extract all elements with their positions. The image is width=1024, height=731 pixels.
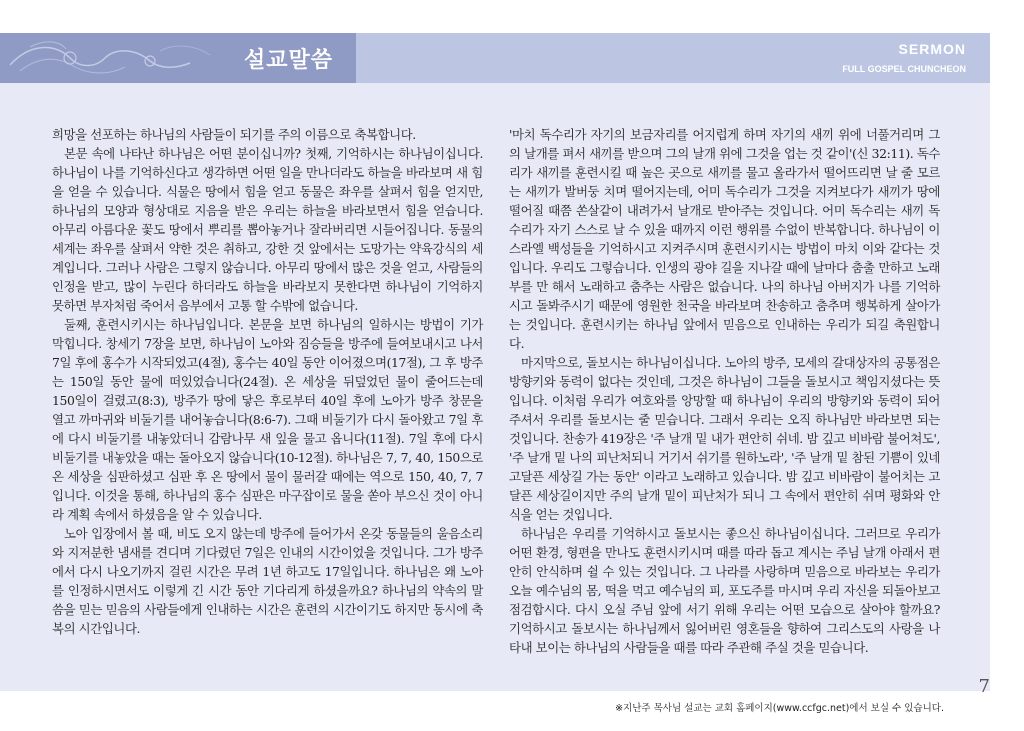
right-text-column bbox=[509, 125, 940, 657]
left-text-column bbox=[52, 125, 483, 638]
paragraph: 본문 속에 나타난 하나님은 어떤 분이십니까? 첫째, 기억하시는 하나님이십니다. 하나님이 나를 기억하신다고 생각하면 어떤 일을 만나더라도 하늘을 바라보며 새 힘을 얻을 수 있습니다. 식물은 땅에서 힘을 얻고 동물은 좌우를 살펴서 힘을 얻지만, 하나님의 모양과 형상대로 지음을 받은 우리는 하늘을 바라보면서 힘을 얻습니다. 아무리 아름다운 꽃도 땅에서 뿌리를 뽑아놓거나 잘라버리면 시들어집니다. 동물의 세계는 좌우를 살펴서 약한 것은 취하고, 강한 것 앞에서는 도망가는 약육강식의 세계입니다. 그러나 사람은 그렇지 않습니다. 아무리 땅에서 많은 것을 얻고, 사람들의 인정을 받고, 많이 누린다 하더라도 하늘을 바라보지 못한다면 하나님이 기억하지 못하면 부자처럼 죽어서 음부에서 고통 할 수밖에 없습니다. bbox=[52, 146, 483, 313]
sermon-label: SERMON bbox=[898, 41, 966, 57]
page-number: 7 bbox=[978, 676, 990, 697]
paragraph: 둘째, 훈련시키시는 하나님입니다. 본문을 보면 하나님의 일하시는 방법이 기가 막힙니다. 창세기 7장을 보면, 하나님이 노아와 짐승들을 방주에 들여보내시고 나서 7일 후에 홍수가 시작되었고(4절), 홍수는 40일 동안 이어졌으며(17절), 그 후 방주는 150일 동안 물에 떠있었습니다(24절). 온 세상을 뒤덮었던 물이 줄어드는데 150일이 걸렸고(8:3), 방주가 땅에 닿은 후로부터 40일 후에 노아가 방주 창문을 열고 까마귀와 비둘기를 내어놓습니다(8:6-7). 그때 비둘기가 다시 돌아왔고 7일 후에 다시 비둘기를 내놓았더니 감람나무 새 잎을 물고 옵니다(11절). 7일 후에 다시 비둘기를 내놓았을 때는 돌아오지 않습니다(10-12절). 하나님은 7, 7, 40, 150으로 온 세상을 심판하셨고 심판 후 온 땅에서 물이 물러갈 때에는 역으로 150, 40, 7, 7입니다. 이것을 통해, 하나님의 홍수 심판은 마구잡이로 물을 쏟아 부으신 것이 아니라 계획 속에서 하셨음을 알 수 있습니다. bbox=[52, 317, 483, 522]
church-name: FULL GOSPEL CHUNCHEON bbox=[842, 64, 966, 74]
section-title: 설교말씀 bbox=[244, 48, 334, 73]
flourish-ornament-icon bbox=[0, 33, 230, 83]
paragraph: 마지막으로, 돌보시는 하나님이십니다. 노아의 방주, 모세의 갈대상자의 공통점은 방향키와 동력이 없다는 것인데, 그것은 하나님이 그들을 돌보시고 책임지셨다는 뜻입니다. 이처럼 우리가 여호와를 앙망할 때 하나님이 우리의 방향키와 동력이 되어주셔서 우리를 돌보시는 줄 믿습니다. 그래서 우리는 오직 하나님만 바라보면 되는 것입니다. 찬송가 419장은 '주 날개 밑 내가 편안히 쉬네. 밤 깊고 비바람 불어쳐도', '주 날개 밑 나의 피난처되니 거기서 쉬기를 원하노라', '주 날개 밑 참된 기쁨이 있네 고달픈 세상길 가는 동안' 이라고 노래하고 있습니다. 밤 깊고 비바람이 불어치는 고달픈 세상길이지만 주의 날개 밑이 피난처가 되니 그 속에서 편안히 쉬며 평화와 안식을 얻는 것입니다. bbox=[509, 355, 940, 522]
paragraph: '마치 독수리가 자기의 보금자리를 어지럽게 하며 자기의 새끼 위에 너풀거리며 그의 날개를 펴서 새끼를 받으며 그의 날개 위에 그것을 업는 것 같이'(신 32:11). 독수리가 새끼를 훈련시킬 때 높은 곳으로 새끼를 물고 올라가서 떨어뜨리면 날 줄 모르는 새끼가 발버둥 치며 떨어지는데, 어미 독수리가 그것을 지켜보다가 새끼가 땅에 떨어질 때쯤 쏜살같이 내려가서 날개로 받아주는 것입니다. 어미 독수리는 새끼 독수리가 자기 스스로 날 수 있을 때까지 이런 행위를 수없이 반복합니다. 하나님이 이스라엘 백성들을 기억하시고 지켜주시며 훈련시키시는 방법이 마치 이와 같다는 것입니다. 우리도 그렇습니다. 인생의 광야 길을 지나갈 때에 날마다 춤출 만하고 노래 부를 만 해서 노래하고 춤추는 사람은 없습니다. 나의 하나님 아버지가 나를 기억하시고 돌봐주시기 때문에 영원한 천국을 바라보며 찬송하고 춤추며 행복하게 살아가는 것입니다. 훈련시키는 하나님 앞에서 믿음으로 인내하는 우리가 되길 축원합니다. bbox=[509, 127, 940, 351]
paragraph: 하나님은 우리를 기억하시고 돌보시는 좋으신 하나님이십니다. 그러므로 우리가 어떤 환경, 형편을 만나도 훈련시키시며 때를 따라 돕고 계시는 주님 날개 아래서 편안히 안식하며 쉴 수 있는 것입니다. 그 나라를 사랑하며 믿음으로 바라보는 우리가 오늘 예수님의 몸, 떡을 먹고 예수님의 피, 포도주를 마시며 우리 자신을 되돌아보고 점검합시다. 다시 오실 주님 앞에 서기 위해 우리는 어떤 모습으로 살아야 할까요? 기억하시고 돌보시는 하나님께서 잃어버린 영혼들을 향하여 그리스도의 사랑을 나타내 보이는 하나님의 사람들을 때를 따라 주관해 주실 것을 믿습니다. bbox=[509, 526, 940, 655]
header-band-right bbox=[356, 33, 990, 83]
footnote: ※지난주 목사님 설교는 교회 홈페이지(www.ccfgc.net)에서 보실 수 있습니다. bbox=[615, 703, 944, 714]
paragraph: 희망을 선포하는 하나님의 사람들이 되기를 주의 이름으로 축복합니다. bbox=[52, 127, 416, 142]
paragraph: 노아 입장에서 볼 때, 비도 오지 않는데 방주에 들어가서 온갖 동물들의 울음소리와 지저분한 냄새를 견디며 기다렸던 7일은 인내의 시간이었을 것입니다. 그가 방주에서 다시 나오기까지 걸린 시간은 무려 1년 하고도 17일입니다. 하나님은 왜 노아를 인정하시면서도 이렇게 긴 시간 동안 기다리게 하셨을까요? 하나님의 약속의 말씀을 믿는 믿음의 사람들에게 인내하는 시간은 훈련의 시간이기도 하지만 동시에 축복의 시간입니다. bbox=[52, 526, 483, 636]
